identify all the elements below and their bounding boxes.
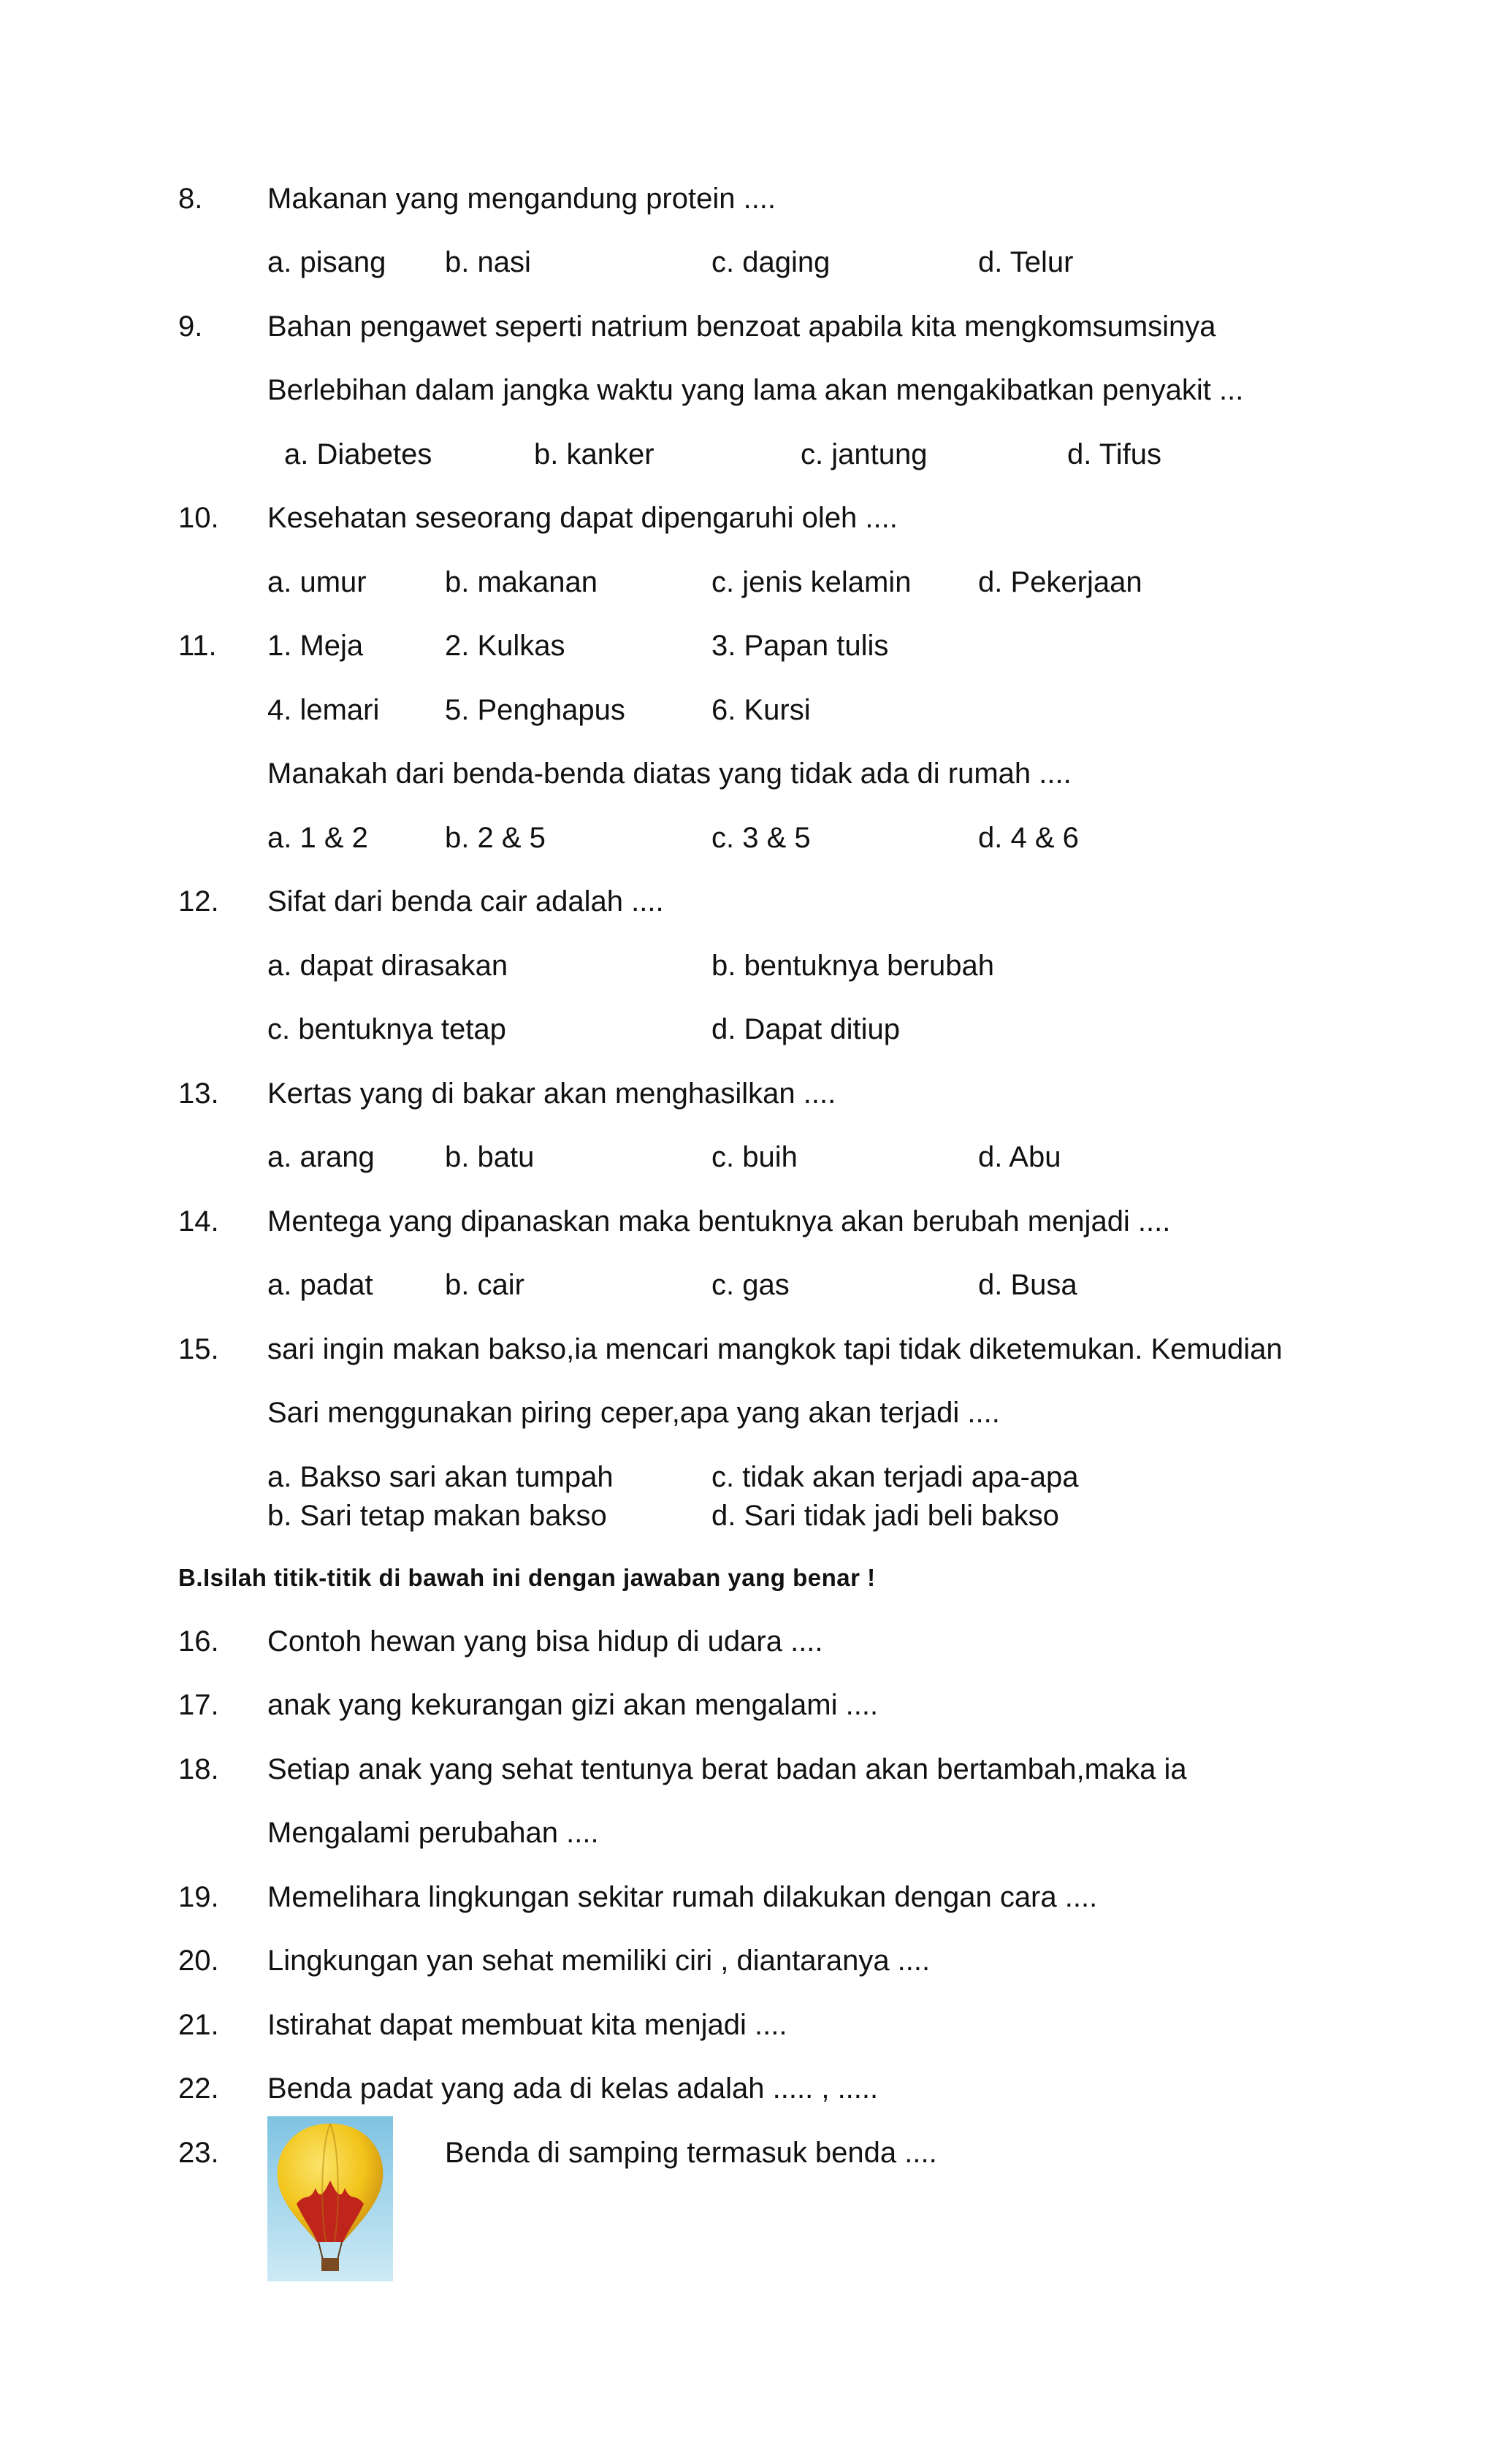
option-c: c. daging <box>711 246 831 278</box>
question-text-continued: Sari menggunakan piring ceper,apa yang akan terjadi .... <box>267 1397 1000 1429</box>
question-text-continued: Berlebihan dalam jangka waktu yang lama akan mengakibatkan penyakit ... <box>267 374 1244 406</box>
option-a: a. dapat dirasakan <box>267 950 508 982</box>
option-d: d. Telur <box>978 246 1074 278</box>
option-c: c. tidak akan terjadi apa-apa <box>711 1461 1079 1493</box>
question-text: Memelihara lingkungan sekitar rumah dilakukan dengan cara .... <box>267 1881 1098 1913</box>
option-d: d. Abu <box>978 1141 1061 1173</box>
question-text: Makanan yang mengandung protein .... <box>267 183 776 215</box>
option-d: d. Busa <box>978 1269 1077 1301</box>
option-a: a. Diabetes <box>284 438 432 470</box>
question-text: Bahan pengawet seperti natrium benzoat apabila kita mengkomsumsinya <box>267 310 1216 343</box>
question-number: 9. <box>178 310 203 343</box>
option-d: d. Tifus <box>1067 438 1161 470</box>
option-a: a. arang <box>267 1141 375 1173</box>
option-a: a. umur <box>267 566 367 598</box>
list-item: 6. Kursi <box>711 694 811 726</box>
option-d: d. 4 & 6 <box>978 822 1079 854</box>
hot-air-balloon-icon <box>267 2116 393 2281</box>
list-item: 1. Meja <box>267 630 364 662</box>
option-b: b. bentuknya berubah <box>711 950 994 982</box>
question-number: 11. <box>178 630 217 662</box>
question-text: Setiap anak yang sehat tentunya berat badan akan bertambah,maka ia <box>267 1753 1187 1785</box>
question-number: 12. <box>178 885 219 918</box>
question-text: Benda di samping termasuk benda .... <box>445 2137 937 2169</box>
option-d: d. Dapat ditiup <box>711 1013 900 1045</box>
option-c: c. bentuknya tetap <box>267 1013 506 1045</box>
question-text: Istirahat dapat membuat kita menjadi .... <box>267 2009 787 2041</box>
question-number: 13. <box>178 1077 219 1110</box>
question-text: anak yang kekurangan gizi akan mengalami .... <box>267 1689 879 1721</box>
option-a: a. 1 & 2 <box>267 822 368 854</box>
question-number: 16. <box>178 1625 219 1658</box>
question-number: 18. <box>178 1753 219 1785</box>
option-c: c. 3 & 5 <box>711 822 811 854</box>
option-b: b. Sari tetap makan bakso <box>267 1500 607 1532</box>
option-a: a. Bakso sari akan tumpah <box>267 1461 614 1493</box>
option-d: d. Sari tidak jadi beli bakso <box>711 1500 1059 1532</box>
question-text: Benda padat yang ada di kelas adalah ..... , ..... <box>267 2072 879 2105</box>
question-text: Sifat dari benda cair adalah .... <box>267 885 664 918</box>
question-number: 15. <box>178 1333 219 1365</box>
list-item: 4. lemari <box>267 694 380 726</box>
option-b: b. batu <box>445 1141 535 1173</box>
question-number: 23. <box>178 2137 219 2169</box>
balloon-basket <box>321 2258 339 2271</box>
question-number: 21. <box>178 2009 219 2041</box>
question-number: 14. <box>178 1205 219 1237</box>
option-a: a. pisang <box>267 246 386 278</box>
question-number: 8. <box>178 183 203 215</box>
option-b: b. 2 & 5 <box>445 822 546 854</box>
option-c: c. gas <box>711 1269 790 1301</box>
question-number: 17. <box>178 1689 219 1721</box>
question-text-continued: Mengalami perubahan .... <box>267 1817 599 1849</box>
question-number: 22. <box>178 2072 219 2105</box>
list-item: 2. Kulkas <box>445 630 565 662</box>
option-c: c. buih <box>711 1141 798 1173</box>
question-text: Kesehatan seseorang dapat dipengaruhi oleh .... <box>267 502 898 534</box>
question-text: Lingkungan yan sehat memiliki ciri , diantaranya .... <box>267 1945 931 1977</box>
option-c: c. jenis kelamin <box>711 566 912 598</box>
option-d: d. Pekerjaan <box>978 566 1142 598</box>
option-b: b. makanan <box>445 566 598 598</box>
option-b: b. cair <box>445 1269 524 1301</box>
option-c: c. jantung <box>801 438 928 470</box>
option-a: a. padat <box>267 1269 373 1301</box>
question-text: Mentega yang dipanaskan maka bentuknya akan berubah menjadi .... <box>267 1205 1171 1237</box>
option-b: b. kanker <box>534 438 654 470</box>
section-heading: B.Isilah titik-titik di bawah ini dengan jawaban yang benar ! <box>178 1564 876 1591</box>
question-text: Manakah dari benda-benda diatas yang tidak ada di rumah .... <box>267 758 1072 790</box>
question-text: Contoh hewan yang bisa hidup di udara .... <box>267 1625 823 1658</box>
question-text: sari ingin makan bakso,ia mencari mangkok tapi tidak diketemukan. Kemudian <box>267 1333 1283 1365</box>
list-item: 3. Papan tulis <box>711 630 889 662</box>
question-number: 10. <box>178 502 219 534</box>
question-text: Kertas yang di bakar akan menghasilkan .... <box>267 1077 836 1110</box>
option-b: b. nasi <box>445 246 531 278</box>
list-item: 5. Penghapus <box>445 694 625 726</box>
question-number: 19. <box>178 1881 219 1913</box>
question-number: 20. <box>178 1945 219 1977</box>
